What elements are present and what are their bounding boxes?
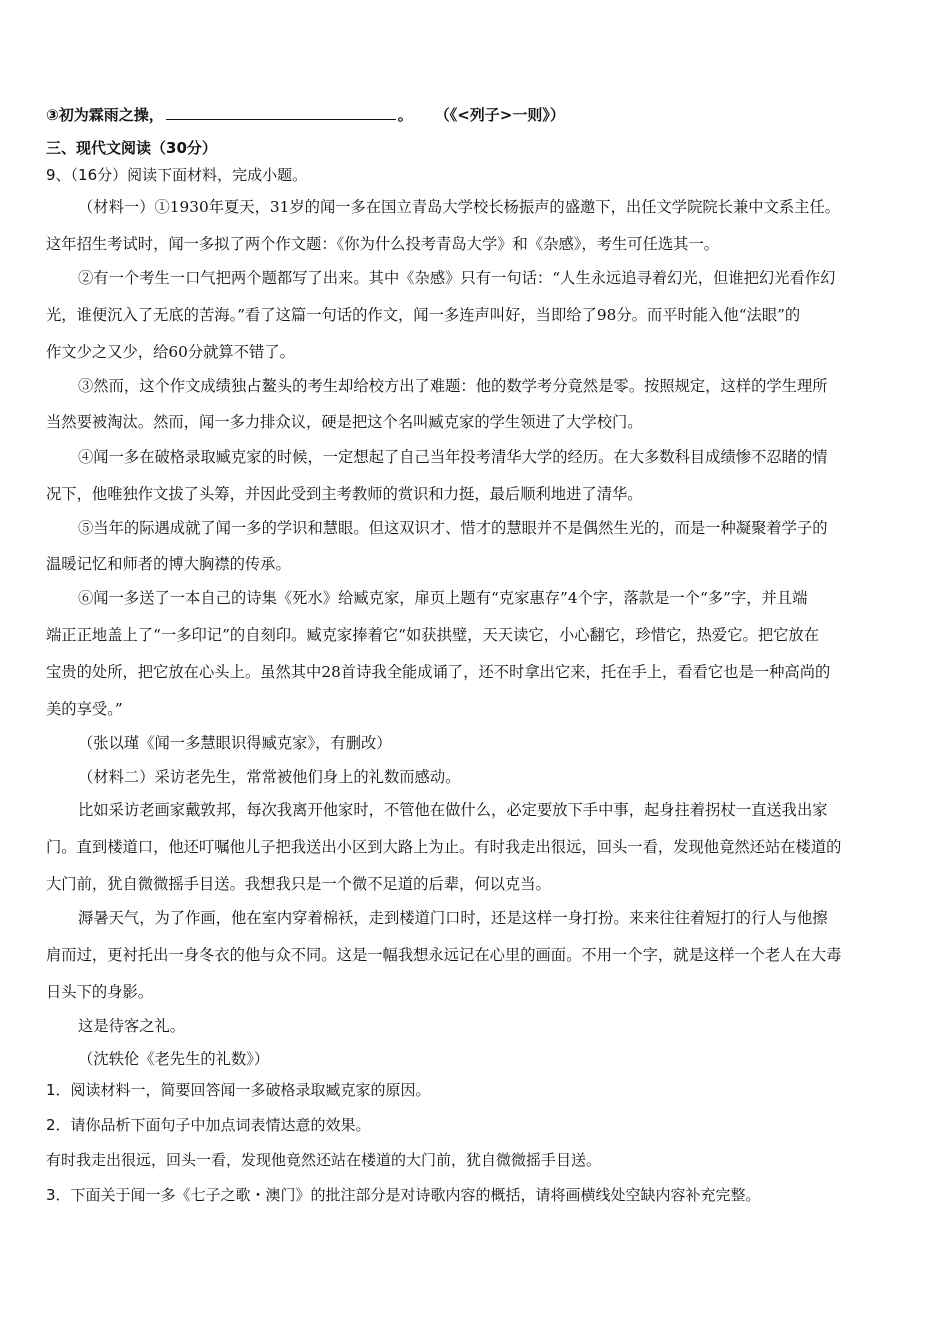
question-intro: 9、（16分）阅读下面材料，完成小题。: [46, 166, 308, 184]
material1-paragraph6-line4: 美的享受。”: [46, 700, 123, 718]
material2-paragraph2-line2: 肩而过，更衬托出一身冬衣的他与众不同。这是一幅我想永远记在心里的画面。不用一个字，就是这样一个老人在大毒: [46, 946, 842, 964]
material2-paragraph2-line3: 日头下的身影。: [46, 983, 154, 1001]
material1-paragraph2-line3: 作文少之又少，给60分就算不错了。: [46, 343, 295, 361]
material1-paragraph5-line2: 温暖记忆和师者的博大胸襟的传承。: [46, 555, 291, 573]
material1-paragraph2-line2: 光，谁便沉入了无底的苦海。”看了这篇一句话的作文，闻一多连声叫好，当即给了98分。而平时能入他“法眼”的: [46, 306, 801, 324]
material2-paragraph1-line3: 大门前，犹自微微摇手目送。我想我只是一个微不足道的后辈，何以克当。: [46, 875, 551, 893]
question-source: （《<列子>一则》）: [434, 106, 565, 124]
fill-in-question-3: [46, 104, 565, 125]
material1-source: （张以瑾《闻一多慧眼识得臧克家》，有删改）: [78, 734, 392, 752]
section-title: 三、现代文阅读（30分）: [46, 139, 217, 157]
material1-paragraph6-line3: 宝贵的处所，把它放在心头上。虽然其中28首诗我全能成诵了，还不时拿出它来，托在手上，看看它也是一种高尚的: [46, 663, 831, 681]
material1-paragraph2-line1: ②有一个考生一口气把两个题都写了出来。其中《杂感》只有一句话：“人生永远追寻着幻光，但谁把幻光看作幻: [78, 269, 836, 287]
question-prefix: ③初为霖雨之操，: [46, 106, 164, 124]
material2-intro: （材料二）采访老先生，常常被他们身上的礼数而感动。: [78, 768, 461, 786]
material2-source: （沈轶伦《老先生的礼数》）: [78, 1050, 270, 1068]
material2-paragraph2-line1: 溽暑天气，为了作画，他在室内穿着棉袄，走到楼道门口时，还是这样一身打扮。来来往往着短打的行人与他擦: [78, 909, 828, 927]
material1-paragraph4-line1: ④闻一多在破格录取臧克家的时候，一定想起了自己当年投考清华大学的经历。在大多数科目成绩惨不忍睹的情: [78, 448, 828, 466]
sub-question-1: 1．阅读材料一，简要回答闻一多破格录取臧克家的原因。: [46, 1081, 431, 1099]
material1-paragraph4-line2: 况下，他唯独作文拔了头筹，并因此受到主考教师的赏识和力挺，最后顺利地进了清华。: [46, 485, 643, 503]
sub-question-3: 3．下面关于闻一多《七子之歌・澳门》的批注部分是对诗歌内容的概括，请将画横线处空缺内容补充完整。: [46, 1186, 761, 1204]
answer-blank[interactable]: [166, 105, 396, 120]
material2-paragraph3: 这是待客之礼。: [78, 1017, 186, 1035]
material2-paragraph1-line2: 门。直到楼道口，他还叮嘱他儿子把我送出小区到大路上为止。有时我走出很远，回头一看，发现他竟然还站在楼道的: [46, 838, 842, 856]
question-suffix: 。: [397, 106, 413, 124]
material1-paragraph6-line1: ⑥闻一多送了一本自己的诗集《死水》给臧克家，扉页上题有“克家惠存”4个字，落款是一个“多”字，并且端: [78, 589, 808, 607]
material1-paragraph3-line1: ③然而，这个作文成绩独占鳌头的考生却给校方出了难题：他的数学考分竟然是零。按照规定，这样的学生理所: [78, 377, 828, 395]
material1-paragraph1-line1: （材料一）①1930年夏天，31岁的闻一多在国立青岛大学校长杨振声的盛邀下，出任文学院院长兼中文系主任。: [78, 198, 841, 216]
sub-question-2: 2．请你品析下面句子中加点词表情达意的效果。: [46, 1116, 371, 1134]
material2-paragraph1-line1: 比如采访老画家戴敦邦，每次我离开他家时，不管他在做什么，必定要放下手中事，起身拄着拐杖一直送我出家: [78, 801, 828, 819]
sub-question-2-sentence: 有时我走出很远，回头一看，发现他竟然还站在楼道的大门前，犹自微微摇手目送。: [46, 1151, 602, 1169]
material1-paragraph6-line2: 端正正地盖上了“一多印记”的自刻印。臧克家捧着它“如获拱璧，天天读它，小心翻它，珍惜它，热爱它。把它放在: [46, 626, 820, 644]
material1-paragraph3-line2: 当然要被淘汰。然而，闻一多力排众议，硬是把这个名叫臧克家的学生领进了大学校门。: [46, 413, 643, 431]
material1-paragraph5-line1: ⑤当年的际遇成就了闻一多的学识和慧眼。但这双识才、惜才的慧眼并不是偶然生光的，而是一种凝聚着学子的: [78, 519, 828, 537]
material1-paragraph1-line2: 这年招生考试时，闻一多拟了两个作文题：《你为什么投考青岛大学》和《杂感》，考生可任选其一。: [46, 235, 720, 253]
